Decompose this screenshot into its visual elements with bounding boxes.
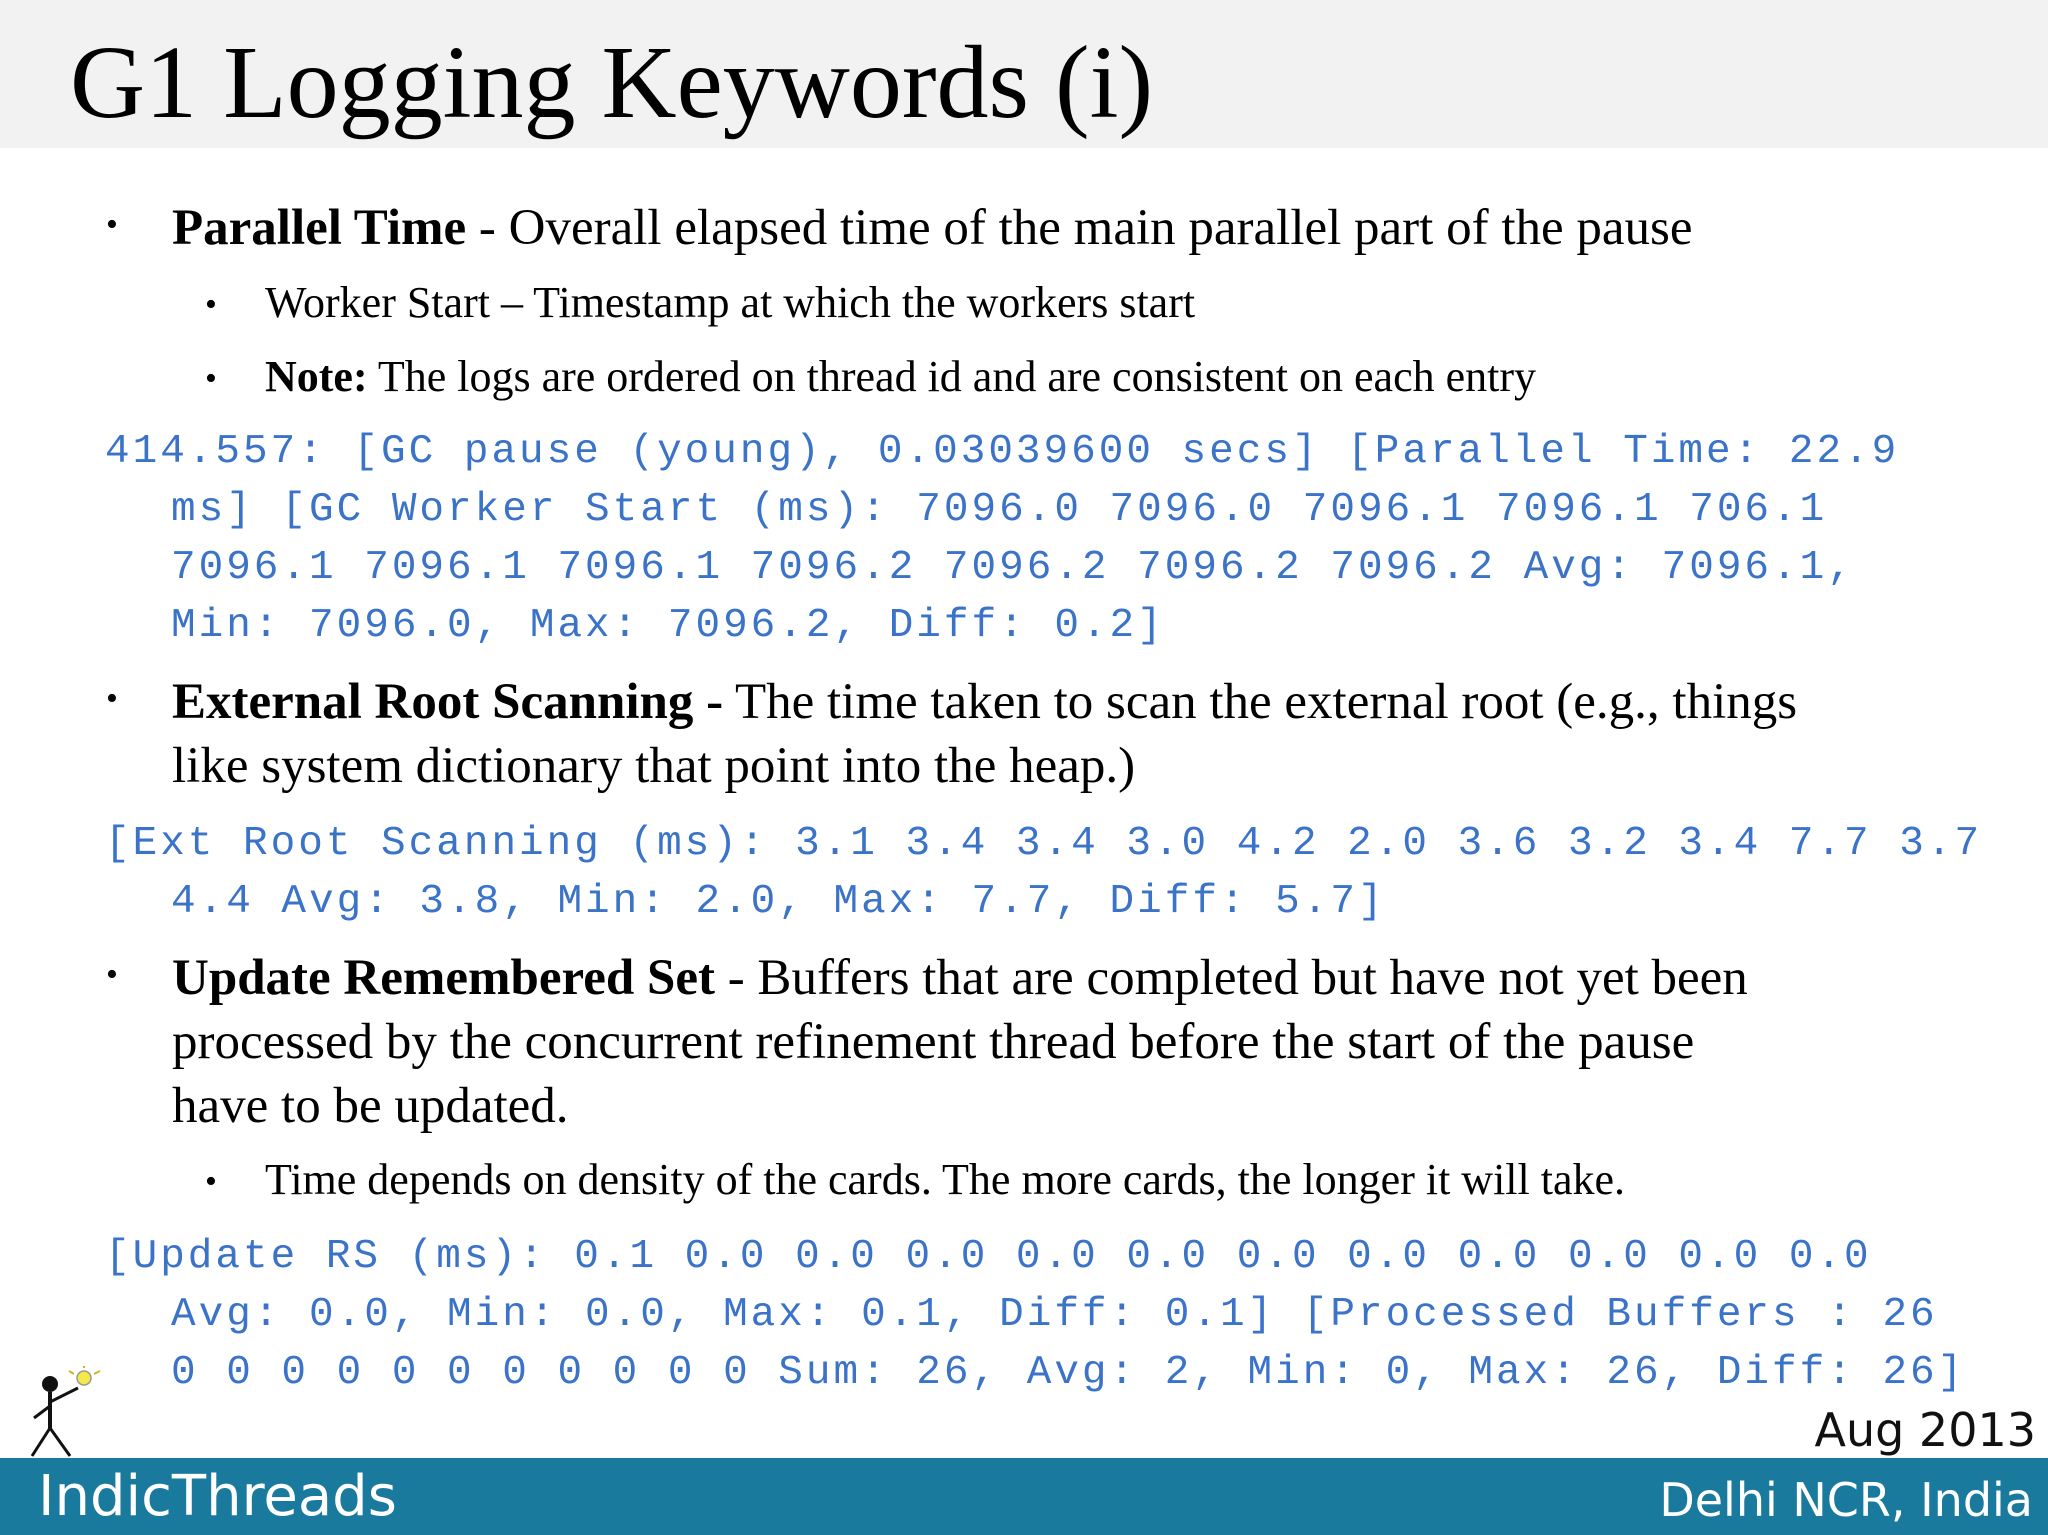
bullet-marker: • xyxy=(106,680,118,717)
desc-line: - Buffers that are completed but have not yet been xyxy=(714,950,1748,1006)
term-parallel-time: Parallel Time xyxy=(172,200,467,256)
slide-date: Aug 2013 xyxy=(1814,1403,2036,1457)
bullet-parallel-time xyxy=(172,196,1693,260)
desc-line: have to be updated. xyxy=(172,1078,569,1134)
log-line: 7096.1 7096.1 7096.1 7096.2 7096.2 7096.2 7096.2 Avg: 7096.1, xyxy=(171,545,1855,591)
footer-brand: IndicThreads xyxy=(38,1464,397,1529)
figure-head xyxy=(42,1376,58,1392)
bullet-external-root-scanning xyxy=(172,670,1797,734)
log-line: ms] [GC Worker Start (ms): 7096.0 7096.0 7096.1 7096.1 706.1 xyxy=(171,487,1828,533)
bullet-marker: • xyxy=(205,1163,217,1200)
log-line: 4.4 Avg: 3.8, Min: 2.0, Max: 7.7, Diff: 5.7] xyxy=(171,879,1386,925)
bullet-marker: • xyxy=(106,206,118,243)
log-line: 0 0 0 0 0 0 0 0 0 0 0 Sum: 26, Avg: 2, Min: 0, Max: 26, Diff: 26] xyxy=(171,1350,1966,1396)
figure-leg xyxy=(50,1428,70,1456)
log-line: Avg: 0.0, Min: 0.0, Max: 0.1, Diff: 0.1] [Processed Buffers : 26 xyxy=(171,1292,1938,1338)
term-external-root-scanning: External Root Scanning - xyxy=(172,674,724,730)
sub-bullet-worker-start: Worker Start – Timestamp at which the workers start xyxy=(265,278,1196,327)
sub-bullet-note xyxy=(265,350,1536,404)
desc-line: processed by the concurrent refinement thread before the start of the pause xyxy=(172,1014,1695,1070)
slide-title: G1 Logging Keywords (i) xyxy=(70,25,1154,140)
bulb-ray xyxy=(69,1371,74,1374)
log-line: [Ext Root Scanning (ms): 3.1 3.4 3.4 3.0 4.2 2.0 3.6 3.2 3.4 7.7 3.7 xyxy=(105,821,1983,867)
bullet-marker: • xyxy=(106,956,118,993)
logo-figure-icon xyxy=(20,1366,110,1462)
bullet-update-remembered-set xyxy=(172,946,1748,1010)
figure-arm xyxy=(34,1406,50,1418)
footer-location: Delhi NCR, India xyxy=(1659,1473,2033,1527)
desc-parallel-time: - Overall elapsed time of the main parallel part of the pause xyxy=(466,200,1693,256)
bullet-marker: • xyxy=(205,360,217,397)
log-line: 414.557: [GC pause (young), 0.03039600 secs] [Parallel Time: 22.9 xyxy=(105,429,1900,475)
log-line: [Update RS (ms): 0.1 0.0 0.0 0.0 0.0 0.0 0.0 0.0 0.0 0.0 0.0 0.0 xyxy=(105,1234,1872,1280)
log-line: Min: 7096.0, Max: 7096.2, Diff: 0.2] xyxy=(171,603,1165,649)
lightbulb-icon xyxy=(77,1371,91,1385)
note-text: The logs are ordered on thread id and are consistent on each entry xyxy=(367,352,1537,401)
figure-leg xyxy=(32,1428,50,1456)
term-update-remembered-set: Update Remembered Set xyxy=(172,950,715,1006)
desc-line: like system dictionary that point into the heap.) xyxy=(172,738,1136,794)
bulb-ray xyxy=(94,1371,100,1374)
note-label: Note: xyxy=(265,352,368,401)
desc-line: The time taken to scan the external root (e.g., things xyxy=(723,674,1798,730)
bullet-marker: • xyxy=(205,286,217,323)
sub-bullet-card-density: Time depends on density of the cards. The more cards, the longer it will take. xyxy=(265,1155,1626,1204)
